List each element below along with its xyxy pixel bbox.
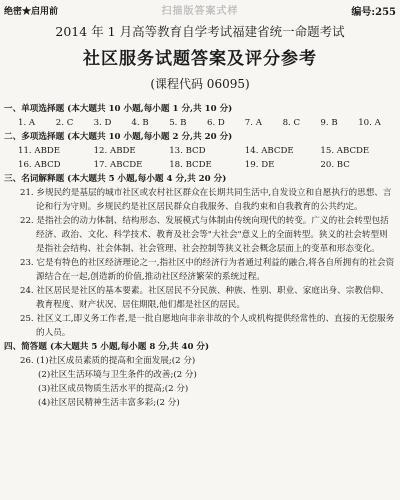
answer-item: 1. A bbox=[18, 118, 36, 128]
answer-item: 9. B bbox=[320, 118, 338, 128]
section-4-heading: 四、简答题 (本大题共 5 小题,每小题 8 分,共 40 分) bbox=[4, 342, 210, 352]
answer-item: 18. BCDE bbox=[169, 160, 212, 170]
answer-item: 17. ABCDE bbox=[93, 160, 143, 170]
answer-item: 14. ABCDE bbox=[244, 146, 294, 156]
answer-paragraph-26: 26. (1)社区成员素质的提高和全面发展;(2 分) bbox=[20, 356, 196, 366]
answer-item: 20. BC bbox=[320, 160, 350, 170]
answer-paragraph-25: 25. 社区义工,即义务工作者,是一批自愿地向非亲非故的个人或机构提供经常性的、直接的无偿服务的人员。 bbox=[20, 314, 395, 338]
confidential-mark: 绝密★启用前 bbox=[4, 7, 59, 17]
answer-item: 15. ABCDE bbox=[320, 146, 370, 156]
section-1-heading: 一、单项选择题 (本大题共 10 小题,每小题 1 分,共 10 分) bbox=[4, 104, 233, 114]
answer-item: 7. A bbox=[244, 118, 262, 128]
serial-number: 编号:255 bbox=[351, 7, 396, 18]
answer-item: 12. ABDE bbox=[93, 146, 136, 156]
answer-body bbox=[4, 102, 396, 410]
answer-item: 10. A bbox=[358, 118, 381, 128]
page-title: 社区服务试题答案及评分参考 bbox=[83, 49, 317, 69]
section-2-answers-row2 bbox=[4, 158, 396, 172]
answer-paragraph-24: 24. 社区居民是社区的基本要素。社区居民不分民族、种族、性别、职业、家庭出身、宗教信仰、教育程度、财产状况、居住期限,他们都是社区的居民。 bbox=[20, 286, 389, 310]
answer-item: 8. C bbox=[282, 118, 301, 128]
answer-subpoint: (2)社区生活环境与卫生条件的改善;(2 分) bbox=[38, 370, 197, 380]
answer-item: 2. C bbox=[55, 118, 74, 128]
answer-item: 6. D bbox=[206, 118, 225, 128]
exam-title: 2014 年 1 月高等教育自学考试福建省统一命题考试 bbox=[55, 24, 345, 39]
section-3-heading: 三、名词解释题 (本大题共 5 小题,每小题 4 分,共 20 分) bbox=[4, 174, 227, 184]
watermark-text: 扫描版答案式样 bbox=[161, 6, 239, 17]
answer-item: 4. B bbox=[131, 118, 149, 128]
answer-item: 3. D bbox=[93, 118, 112, 128]
answer-paragraph-22: 22. 是指社会的动力体制、结构形态、发展模式与体制由传统向现代的转变。广义的社会转型包括经济、政治、文化、科学技术、教育及社会等"大社会"意义上的全面转型。狭义的社会转型则是指社会结构、社会体制、社会管理、社会控制等狭义社会概念层面上的变革和形态变化。 bbox=[20, 216, 389, 254]
answer-item: 5. B bbox=[169, 118, 187, 128]
answer-paragraph-21: 21. 乡规民约是基层的城市社区或农村社区群众在长期共同生活中,自发设立和自愿执行的思想、言论和行为守则。乡规民约是社区居民群众自我服务、自我约束和自我教育的公共约定。 bbox=[20, 188, 392, 212]
answer-item: 19. DE bbox=[244, 160, 275, 170]
course-code: (课程代码 06095) bbox=[150, 77, 250, 91]
answer-subpoint: (4)社区居民精神生活丰富多彩;(2 分) bbox=[38, 398, 180, 408]
answer-item: 13. BCD bbox=[169, 146, 206, 156]
section-2-heading: 二、多项选择题 (本大题共 10 小题,每小题 2 分,共 20 分) bbox=[4, 132, 233, 142]
answer-item: 16. ABCD bbox=[18, 160, 61, 170]
answer-subpoint: (3)社区成员物质生活水平的提高;(2 分) bbox=[38, 384, 189, 394]
answer-paragraph-23: 23. 它是有特色的社区经济理论之一,指社区中的经济行为者通过利益的融合,将各自所拥有的社会资源结合在一起,创造新的价值,推动社区经济繁荣的系统过程。 bbox=[20, 258, 395, 282]
section-2-answers-row1 bbox=[4, 144, 396, 158]
section-1-answers bbox=[4, 116, 396, 130]
top-bar bbox=[4, 2, 396, 16]
answer-item: 11. ABDE bbox=[18, 146, 61, 156]
